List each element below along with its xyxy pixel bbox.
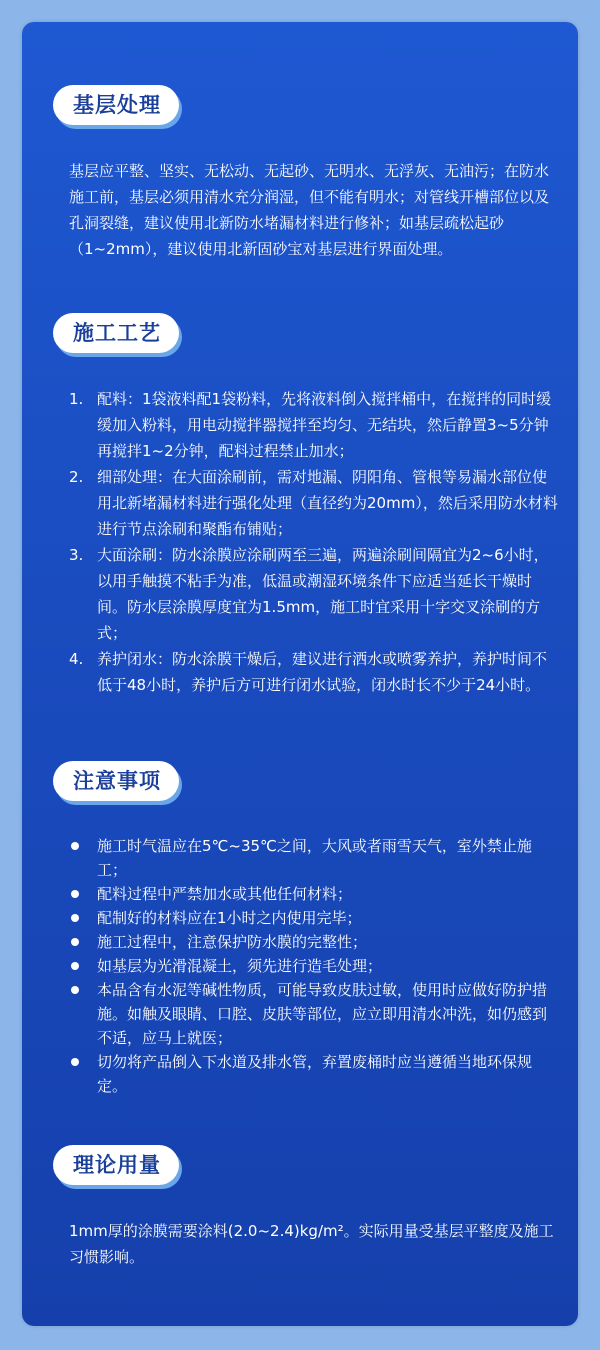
step-text: 细部处理：在大面涂刷前，需对地漏、阴阳角、管根等易漏水部位使用北新堵漏材料进行强化处理（直径约为20mm），然后采用防水材料进行节点涂刷和聚酯布铺贴； bbox=[97, 468, 558, 538]
usage-text: 1mm厚的涂膜需要涂料(2.0~2.4)kg/m²。实际用量受基层平整度及施工习惯影响。 bbox=[69, 1222, 554, 1266]
bullet-icon bbox=[71, 962, 79, 970]
content-card bbox=[22, 22, 578, 1326]
precautions-list bbox=[69, 834, 559, 1098]
note-text: 配料过程中严禁加水或其他任何材料； bbox=[97, 885, 353, 903]
note-text: 切勿将产品倒入下水道及排水管，弃置废桶时应当遵循当地环保规定。 bbox=[97, 1053, 533, 1095]
step-text: 配料：1袋液料配1袋粉料，先将液料倒入搅拌桶中，在搅拌的同时缓缓加入粉料，用电动搅拌器搅拌至均匀、无结块，然后静置3~5分钟再搅拌1~2分钟，配料过程禁止加水； bbox=[97, 390, 552, 460]
section-title-precautions: 注意事项 bbox=[53, 761, 179, 801]
list-item bbox=[69, 1050, 559, 1098]
section-title-theoretical-usage: 理论用量 bbox=[53, 1145, 179, 1185]
note-text: 配制好的材料应在1小时之内使用完毕； bbox=[97, 909, 362, 927]
process-step bbox=[69, 646, 559, 698]
bullet-icon bbox=[71, 914, 79, 922]
section-title-base-treatment: 基层处理 bbox=[53, 85, 179, 125]
section-title-construction-process: 施工工艺 bbox=[53, 313, 179, 353]
list-item bbox=[69, 954, 559, 978]
process-step bbox=[69, 464, 559, 542]
process-steps-list bbox=[69, 386, 559, 698]
bullet-icon bbox=[71, 986, 79, 994]
step-text: 大面涂刷：防水涂膜应涂刷两至三遍，两遍涂刷间隔宜为2~6小时，以用手触摸不粘手为准，低温或潮湿环境条件下应适当延长干燥时间。防水层涂膜厚度宜为1.5mm，施工时宜采用十字交叉涂刷的方式； bbox=[97, 546, 549, 642]
bullet-icon bbox=[71, 938, 79, 946]
step-number: 2. bbox=[69, 468, 84, 486]
bullet-icon bbox=[71, 1058, 79, 1066]
note-text: 施工过程中，注意保护防水膜的完整性； bbox=[97, 933, 368, 951]
list-item bbox=[69, 906, 559, 930]
step-text: 养护闭水：防水涂膜干燥后，建议进行洒水或喷雾养护，养护时间不低于48小时，养护后方可进行闭水试验，闭水时长不少于24小时。 bbox=[97, 650, 548, 694]
process-step bbox=[69, 542, 559, 646]
note-text: 如基层为光滑混凝土，须先进行造毛处理； bbox=[97, 957, 383, 975]
bullet-icon bbox=[71, 842, 79, 850]
list-item bbox=[69, 834, 559, 882]
process-step bbox=[69, 386, 559, 464]
step-number: 3. bbox=[69, 546, 84, 564]
base-treatment-text: 基层应平整、坚实、无松动、无起砂、无明水、无浮灰、无油污；在防水施工前，基层必须用清水充分润湿，但不能有明水；对管线开槽部位以及孔洞裂缝，建议使用北新防水堵漏材料进行修补；如基层疏松起砂（1~2mm），建议使用北新固砂宝对基层进行界面处理。 bbox=[69, 162, 550, 258]
bullet-icon bbox=[71, 890, 79, 898]
list-item bbox=[69, 930, 559, 954]
list-item bbox=[69, 978, 559, 1050]
step-number: 1. bbox=[69, 390, 84, 408]
step-number: 4. bbox=[69, 650, 84, 668]
note-text: 本品含有水泥等碱性物质，可能导致皮肤过敏，使用时应做好防护措施。如触及眼睛、口腔、皮肤等部位，应立即用清水冲洗，如仍感到不适，应马上就医； bbox=[97, 981, 548, 1047]
list-item bbox=[69, 882, 559, 906]
note-text: 施工时气温应在5℃~35℃之间，大风或者雨雪天气，室外禁止施工； bbox=[97, 837, 532, 879]
